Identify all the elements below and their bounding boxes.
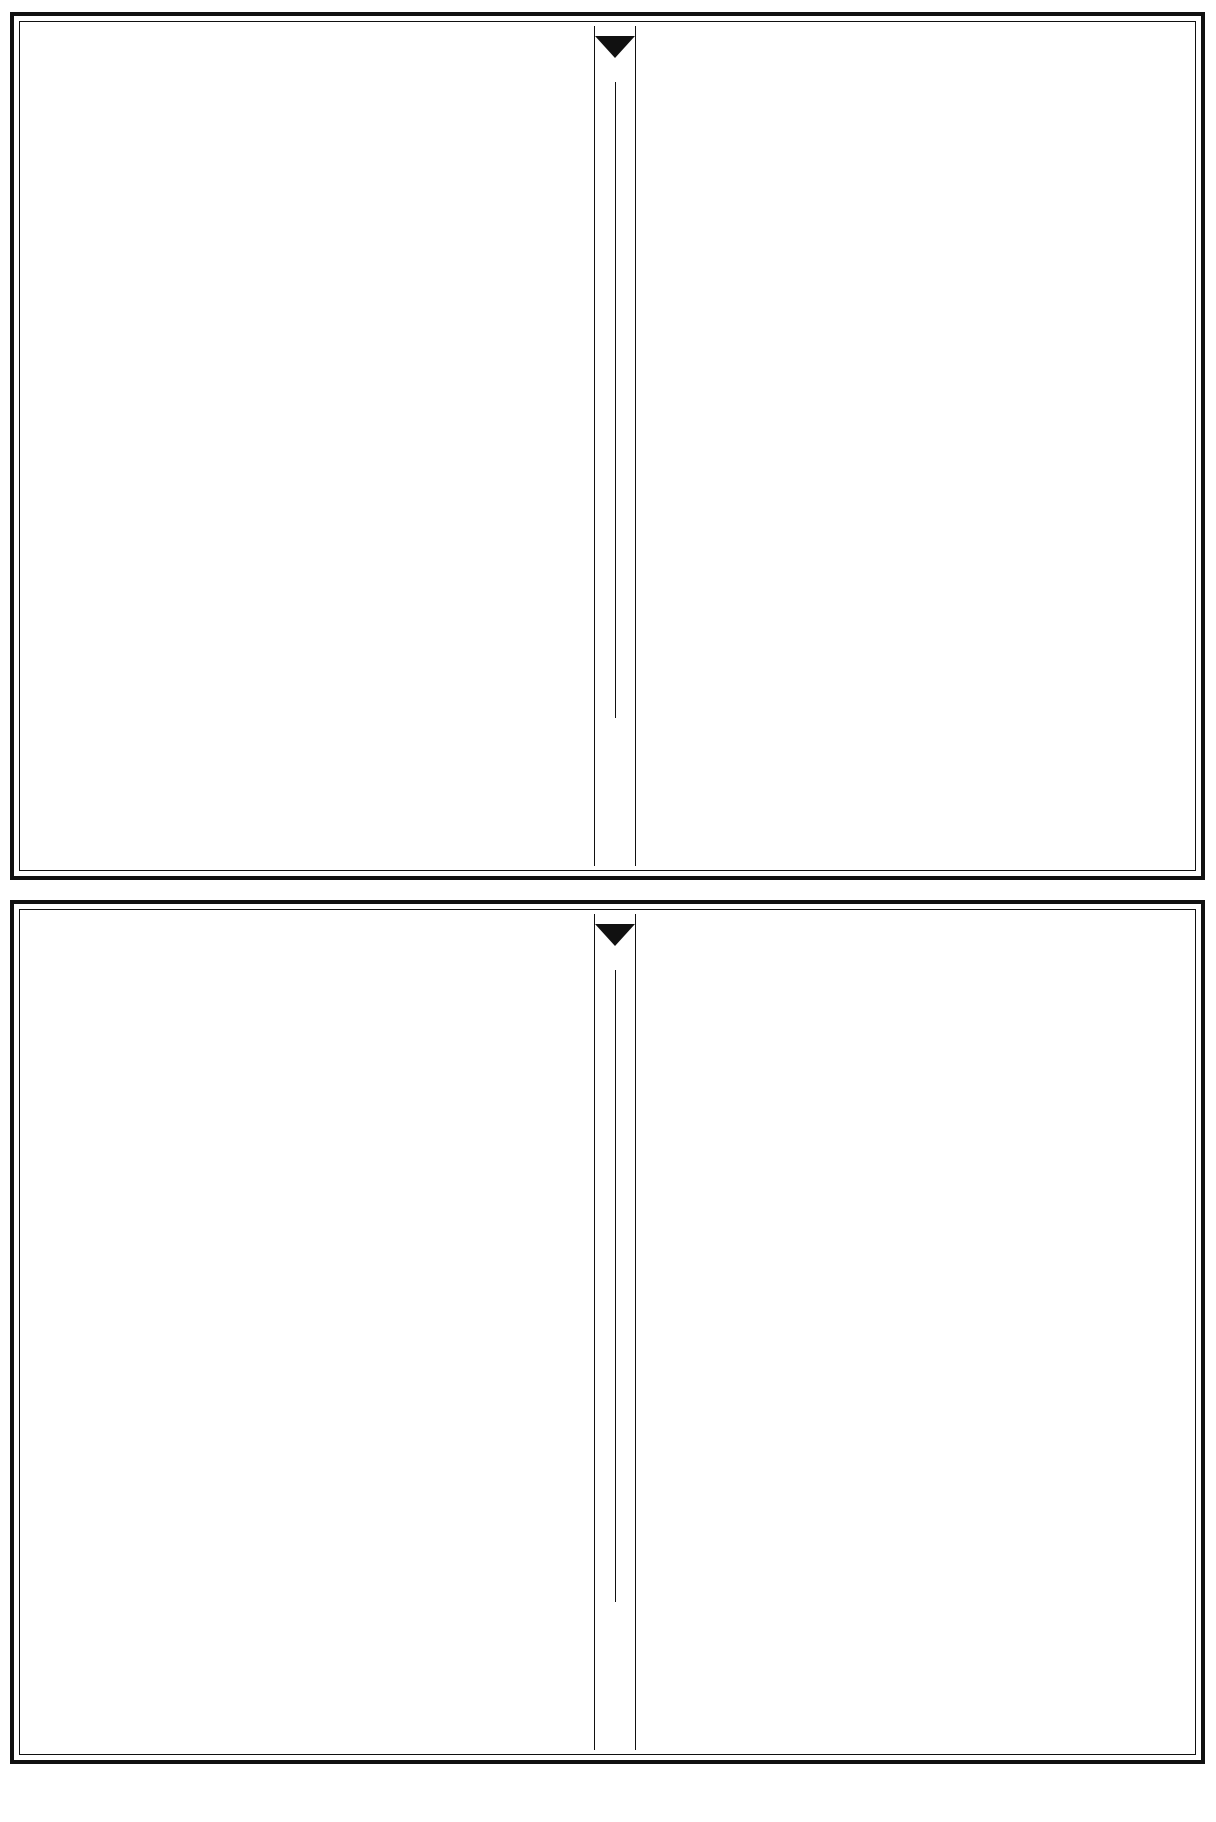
fold-rule [615, 82, 616, 718]
upper-fold-column [594, 26, 636, 866]
lower-left-half [24, 914, 584, 1750]
lower-right-half [619, 914, 1191, 1750]
fold-rule [615, 970, 616, 1602]
page-leaf-upper [10, 12, 1205, 880]
page-leaf-lower [10, 900, 1205, 1764]
fish-tail-mark [595, 924, 635, 946]
lower-fold-column [594, 914, 636, 1750]
upper-left-half [24, 26, 584, 866]
fish-tail-mark [595, 36, 635, 58]
upper-right-half [619, 26, 1191, 866]
